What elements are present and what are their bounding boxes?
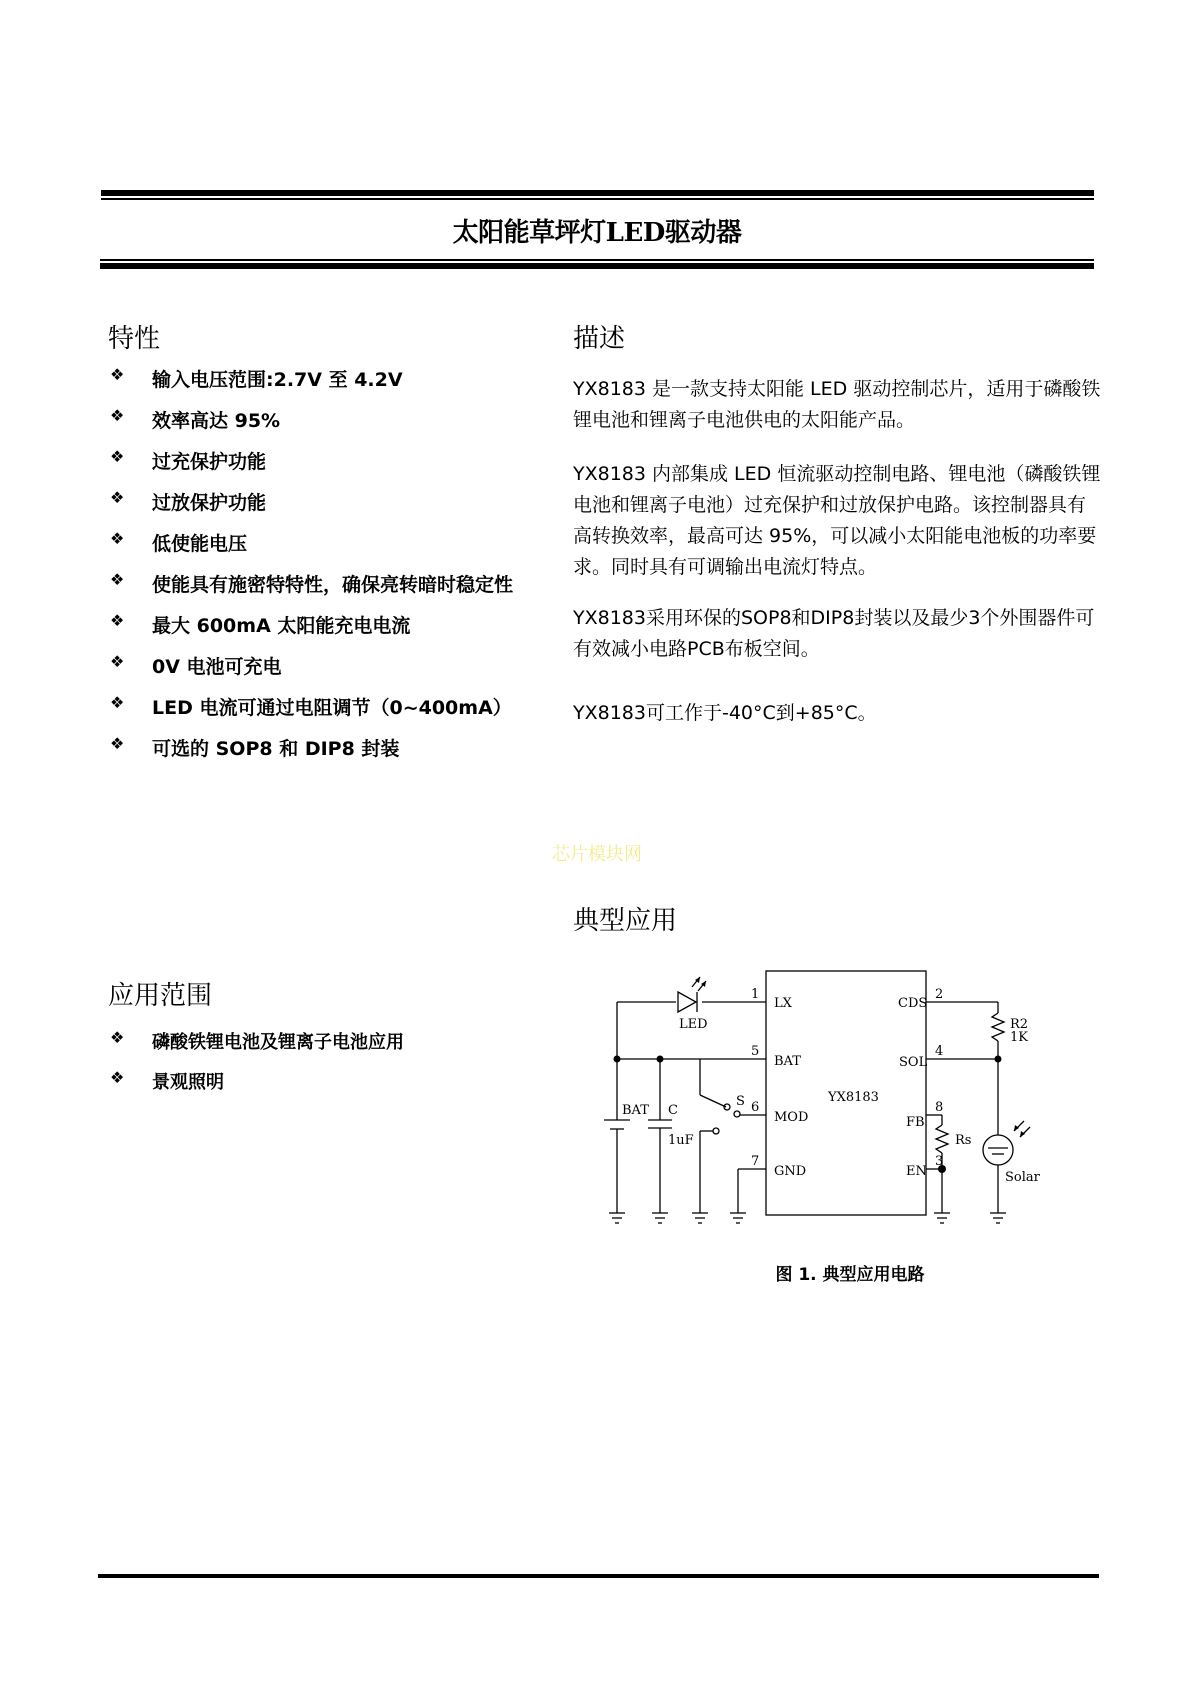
pin-name-en: EN [906,1164,927,1179]
applications-list [110,1028,404,1108]
header-rule-top-thick [101,190,1094,196]
list-item [110,529,513,570]
description-paragraph: YX8183可工作于-40°C到+85°C。 [573,702,877,724]
description-paragraph: YX8183采用环保的SOP8和DIP8封装以及最少3个外围器件可有效减小电路PCB布板空间。 [573,607,1095,660]
list-item [110,447,513,488]
footer-rule [98,1574,1099,1578]
r2-label: R2 [1010,1017,1029,1032]
pin-name-sol: SOL [899,1055,928,1070]
pin-name-bat: BAT [774,1054,801,1069]
bullet-icon: ❖ [110,1068,125,1087]
applications-heading: 应用范围 [108,981,213,1011]
typical-application-circuit [600,955,1070,1235]
features-list [110,365,513,775]
list-item [110,570,513,611]
rs-label: Rs [955,1133,972,1148]
feature-text: 使能具有施密特特性，确保亮转暗时稳定性 [152,574,514,596]
features-heading: 特性 [108,324,161,354]
bullet-icon: ❖ [110,406,125,425]
switch-label: S [736,1094,745,1109]
r2-value: 1K [1010,1030,1028,1045]
bullet-icon: ❖ [110,1028,125,1047]
resistor-rs [936,1125,948,1153]
switch-contact-b [734,1111,740,1117]
pin-num-gnd: 7 [751,1154,760,1169]
list-item [110,611,513,652]
feature-text: 效率高达 95% [152,410,281,432]
pin-num-en: 3 [935,1154,944,1169]
bullet-icon: ❖ [110,693,125,712]
document-title: 太阳能草坪灯LED驱动器 [452,218,742,248]
application-text: 景观照明 [152,1072,224,1093]
list-item [110,406,513,447]
resistor-r2 [992,1013,1004,1041]
bullet-icon: ❖ [110,611,125,630]
feature-text: 可选的 SOP8 和 DIP8 封装 [152,738,400,760]
pin-name-fb: FB [906,1115,925,1130]
description-paragraph: YX8183 是一款支持太阳能 LED 驱动控制芯片，适用于磷酸铁锂电池和锂离子电池供电的太阳能产品。 [573,378,1101,431]
header-rule-top-thin [101,198,1094,200]
list-item [110,1068,404,1108]
pin-num-lx: 1 [751,987,760,1002]
feature-text: 0V 电池可充电 [152,656,282,678]
switch-contact-c [713,1128,719,1134]
led-label: LED [679,1017,708,1032]
description-paragraph: YX8183 内部集成 LED 恒流驱动控制电路、锂电池（磷酸铁锂电池和锂离子电池）过充保护和过放保护电路。该控制器具有高转换效率，最高可达 95%，可以减小太阳能电池板的功率要求。同时具有可调输出电流灯特点。 [573,463,1101,578]
battery-label: BAT [622,1103,649,1118]
bullet-icon: ❖ [110,447,125,466]
header-rule-bottom-thick [100,263,1094,269]
chip-name: YX8183 [828,1090,879,1105]
watermark: 芯片模块网 [552,844,642,865]
pin-num-mod: 6 [751,1100,760,1115]
list-item [110,488,513,529]
feature-text: 最大 600mA 太阳能充电电流 [152,615,411,637]
list-item [110,365,513,406]
pin-name-mod: MOD [774,1110,809,1125]
bullet-icon: ❖ [110,652,125,671]
header-rule-bottom-thin [100,259,1094,261]
pin-name-cds: CDS [898,996,928,1011]
solar-cell [983,1135,1013,1165]
figure-caption: 图 1. 典型应用电路 [775,1265,925,1285]
bullet-icon: ❖ [110,734,125,753]
pin-num-cds: 2 [935,987,944,1002]
pin-name-gnd: GND [774,1164,807,1179]
typical-application-heading: 典型应用 [573,906,678,936]
pin-num-fb: 8 [935,1100,944,1115]
capacitor-label: C [668,1103,678,1118]
list-item [110,1028,404,1068]
list-item [110,734,513,775]
list-item [110,693,513,734]
capacitor-value: 1uF [668,1133,694,1148]
feature-text: LED 电流可通过电阻调节（0~400mA） [152,697,512,719]
application-text: 磷酸铁锂电池及锂离子电池应用 [152,1032,404,1053]
bullet-icon: ❖ [110,570,125,589]
description-heading: 描述 [573,324,626,354]
bullet-icon: ❖ [110,488,125,507]
feature-text: 过放保护功能 [152,492,267,514]
feature-text: 低使能电压 [152,533,248,555]
bullet-icon: ❖ [110,529,125,548]
pin-name-lx: LX [774,996,792,1011]
solar-label: Solar [1005,1170,1040,1185]
switch-lever [700,1095,726,1107]
bullet-icon: ❖ [110,365,125,384]
list-item [110,652,513,693]
feature-text: 输入电压范围:2.7V 至 4.2V [152,369,403,391]
feature-text: 过充保护功能 [152,451,267,473]
pin-num-sol: 4 [935,1044,944,1059]
pin-num-bat: 5 [751,1044,760,1059]
